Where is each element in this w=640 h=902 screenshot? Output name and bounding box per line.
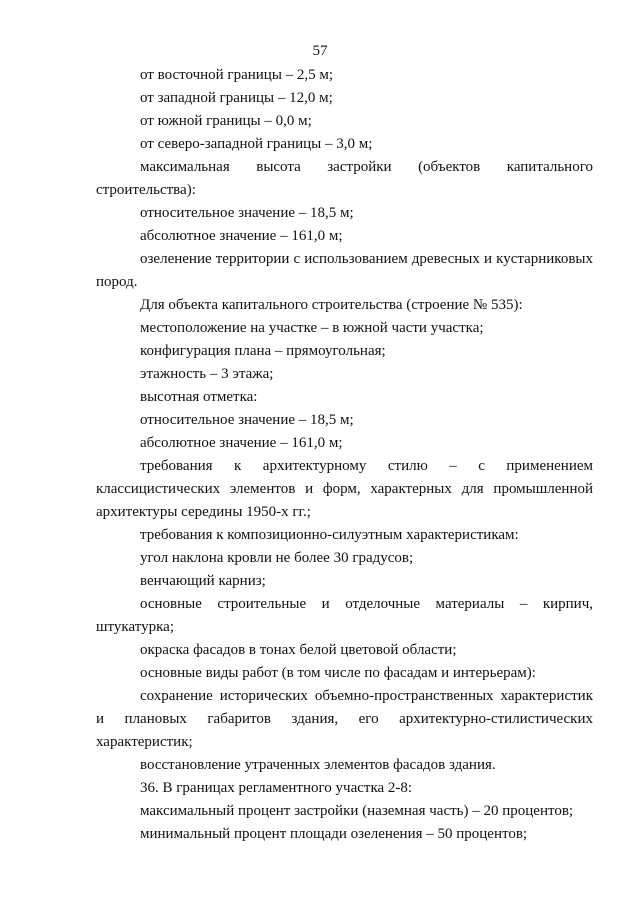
paragraph-20: основные строительные и отделочные материалы – кирпич, штукатурка; [96,596,593,635]
paragraph-3: от южной границы – 0,0 м; [140,113,312,129]
paragraph-1: от восточной границы – 2,5 м; [140,67,334,83]
paragraph-4: от северо-западной границы – 3,0 м; [140,136,373,152]
paragraph-18: угол наклона кровли не более 30 градусов; [140,550,414,566]
paragraph-11: конфигурация плана – прямоугольная; [140,343,386,359]
page-number: 57 [312,43,328,59]
paragraph-15: абсолютное значение – 161,0 м; [140,435,343,451]
paragraph-16: требования к архитектурному стилю – с применением классицистических элементов и форм, характерных для промышленной архитектуры середины 1950-х гг.; [96,458,593,520]
paragraph-5: максимальная высота застройки (объектов капитального строительства): [96,159,593,198]
paragraph-14: относительное значение – 18,5 м; [140,412,354,428]
paragraph-13: высотная отметка: [140,389,258,405]
paragraph-17: требования к композиционно-силуэтным характеристикам: [140,527,519,543]
paragraph-9: Для объекта капитального строительства (строение № 535): [140,297,523,313]
paragraph-19: венчающий карниз; [140,573,266,589]
paragraph-10: местоположение на участке – в южной части участка; [140,320,484,336]
paragraph-7: абсолютное значение – 161,0 м; [140,228,343,244]
document-body [96,64,593,846]
paragraph-2: от западной границы – 12,0 м; [140,90,333,106]
paragraph-25: 36. В границах регламентного участка 2-8: [140,780,413,796]
paragraph-6: относительное значение – 18,5 м; [140,205,354,221]
paragraph-27: минимальный процент площади озеленения – 50 процентов; [140,826,528,842]
paragraph-24: восстановление утраченных элементов фасадов здания. [140,757,496,773]
paragraph-12: этажность – 3 этажа; [140,366,274,382]
paragraph-22: основные виды работ (в том числе по фасадам и интерьерам): [140,665,536,681]
paragraph-8: озеленение территории с использованием древесных и кустарниковых пород. [96,251,593,290]
paragraph-23: сохранение исторических объемно-пространственных характеристик и плановых габаритов здания, его архитектурно-стилистических характеристик; [96,688,593,750]
paragraph-21: окраска фасадов в тонах белой цветовой области; [140,642,457,658]
paragraph-26: максимальный процент застройки (наземная часть) – 20 процентов; [140,803,574,819]
